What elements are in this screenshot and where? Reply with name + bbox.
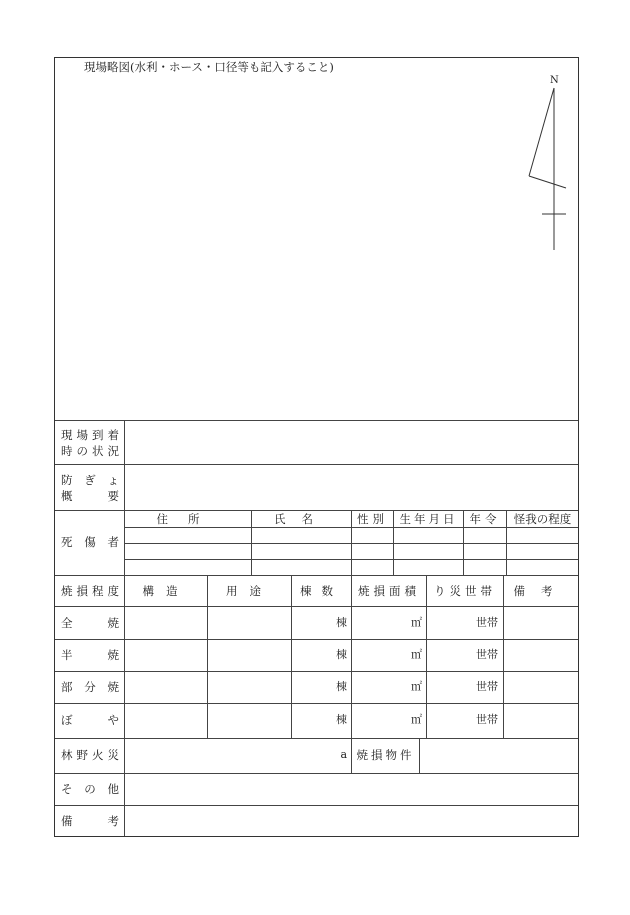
fire-report-form [54, 57, 579, 837]
damage-row-label: ぼ や [61, 713, 119, 727]
building-count-unit: 棟 [336, 713, 347, 726]
damage-row-label: 全 焼 [61, 616, 119, 630]
casualty-header-birthdate: 生年月日 [399, 512, 458, 526]
arrival-field[interactable] [125, 421, 578, 463]
other-label: そ の 他 [61, 782, 119, 796]
north-label: N [550, 75, 559, 86]
defense-label-line2: 概 要 [61, 489, 119, 503]
forest-area-unit: a [340, 748, 347, 761]
damage-header-households: り災世帯 [434, 584, 496, 598]
remarks-field[interactable] [125, 806, 578, 836]
area-unit: ㎡ [411, 616, 422, 629]
area-unit: ㎡ [411, 680, 422, 693]
area-unit: ㎡ [411, 648, 422, 661]
sketch-area[interactable] [55, 58, 578, 420]
defense-field[interactable] [125, 465, 578, 509]
damage-header-area: 焼損面積 [358, 584, 420, 598]
arrival-label-line2: 時 の 状 況 [61, 444, 119, 458]
damage-header-degree: 焼 損 程 度 [61, 584, 119, 598]
other-field[interactable] [125, 774, 578, 804]
casualties-label: 死 傷 者 [61, 535, 119, 549]
building-count-unit: 棟 [336, 616, 347, 629]
household-unit: 世帯 [476, 680, 498, 693]
household-unit: 世帯 [476, 713, 498, 726]
damage-header-use: 用途 [226, 584, 273, 598]
area-unit: ㎡ [411, 713, 422, 726]
damage-row-label: 半 焼 [61, 648, 119, 662]
remarks-label: 備 考 [61, 814, 119, 828]
casualty-header-address: 住所 [156, 512, 220, 526]
building-count-unit: 棟 [336, 648, 347, 661]
building-count-unit: 棟 [336, 680, 347, 693]
burned-items-label: 焼損物件 [356, 748, 415, 762]
sketch-title: 現場略図(水利・ホース・口径等も記入すること) [84, 60, 334, 74]
defense-label-line1: 防 ぎ ょ [61, 473, 119, 487]
damage-header-structure: 構造 [142, 584, 190, 598]
casualty-header-sex: 性別 [357, 512, 388, 526]
casualty-header-age: 年令 [469, 512, 501, 526]
household-unit: 世帯 [476, 648, 498, 661]
north-arrow-icon [525, 76, 570, 252]
burned-items-field[interactable] [420, 739, 578, 772]
damage-row-label: 部 分 焼 [61, 680, 119, 694]
household-unit: 世帯 [476, 616, 498, 629]
damage-header-remarks: 備考 [513, 584, 569, 598]
forest-fire-label: 林 野 火 災 [61, 748, 119, 762]
damage-header-buildings: 棟数 [300, 584, 343, 598]
arrival-label-line1: 現 場 到 着 [61, 428, 119, 442]
casualty-header-name: 氏名 [274, 512, 329, 526]
casualty-header-injury: 怪我の程度 [513, 512, 572, 526]
